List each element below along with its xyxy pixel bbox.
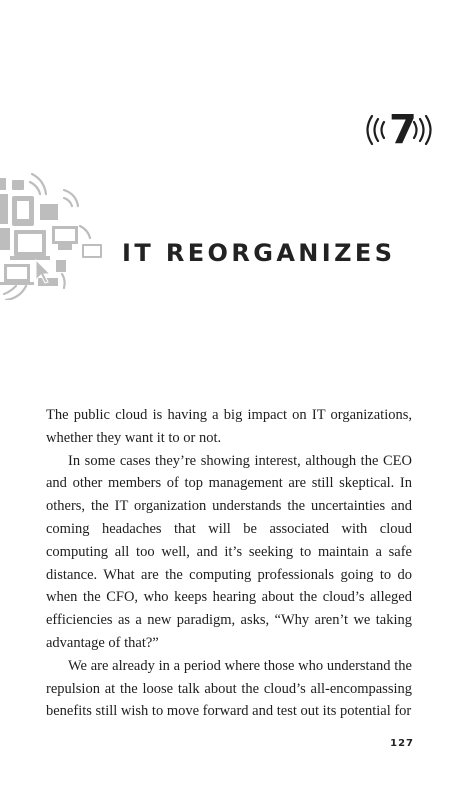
page-number: 127 — [390, 738, 414, 749]
paragraph: In some cases they’re showing interest, although the CEO and other members of top management are still skeptical. In others, the IT organization understands the uncertainties and coming headaches that will be associated with cloud computing all too well, and it’s seeking to maintain a safe distance. What are the computing professionals going to do when the CFO, who keeps hearing about the cloud’s alleged efficiencies as a new paradigm, asks, “Why aren’t we taking advantage of that?” — [46, 452, 412, 651]
chapter-number-mark — [364, 108, 434, 152]
chapter-title: IT REORGANIZES — [122, 239, 396, 267]
connected-devices-icon — [0, 170, 110, 300]
chapter-number: 7 — [389, 107, 417, 153]
body-text — [46, 404, 412, 723]
paragraph: The public cloud is having a big impact on IT organizations, whether they want it to or not. — [46, 407, 412, 446]
paragraph: We are already in a period where those who understand the repulsion at the loose talk about the cloud’s all-encompassing benefits still wish to move forward and test out its potential for — [46, 657, 412, 720]
